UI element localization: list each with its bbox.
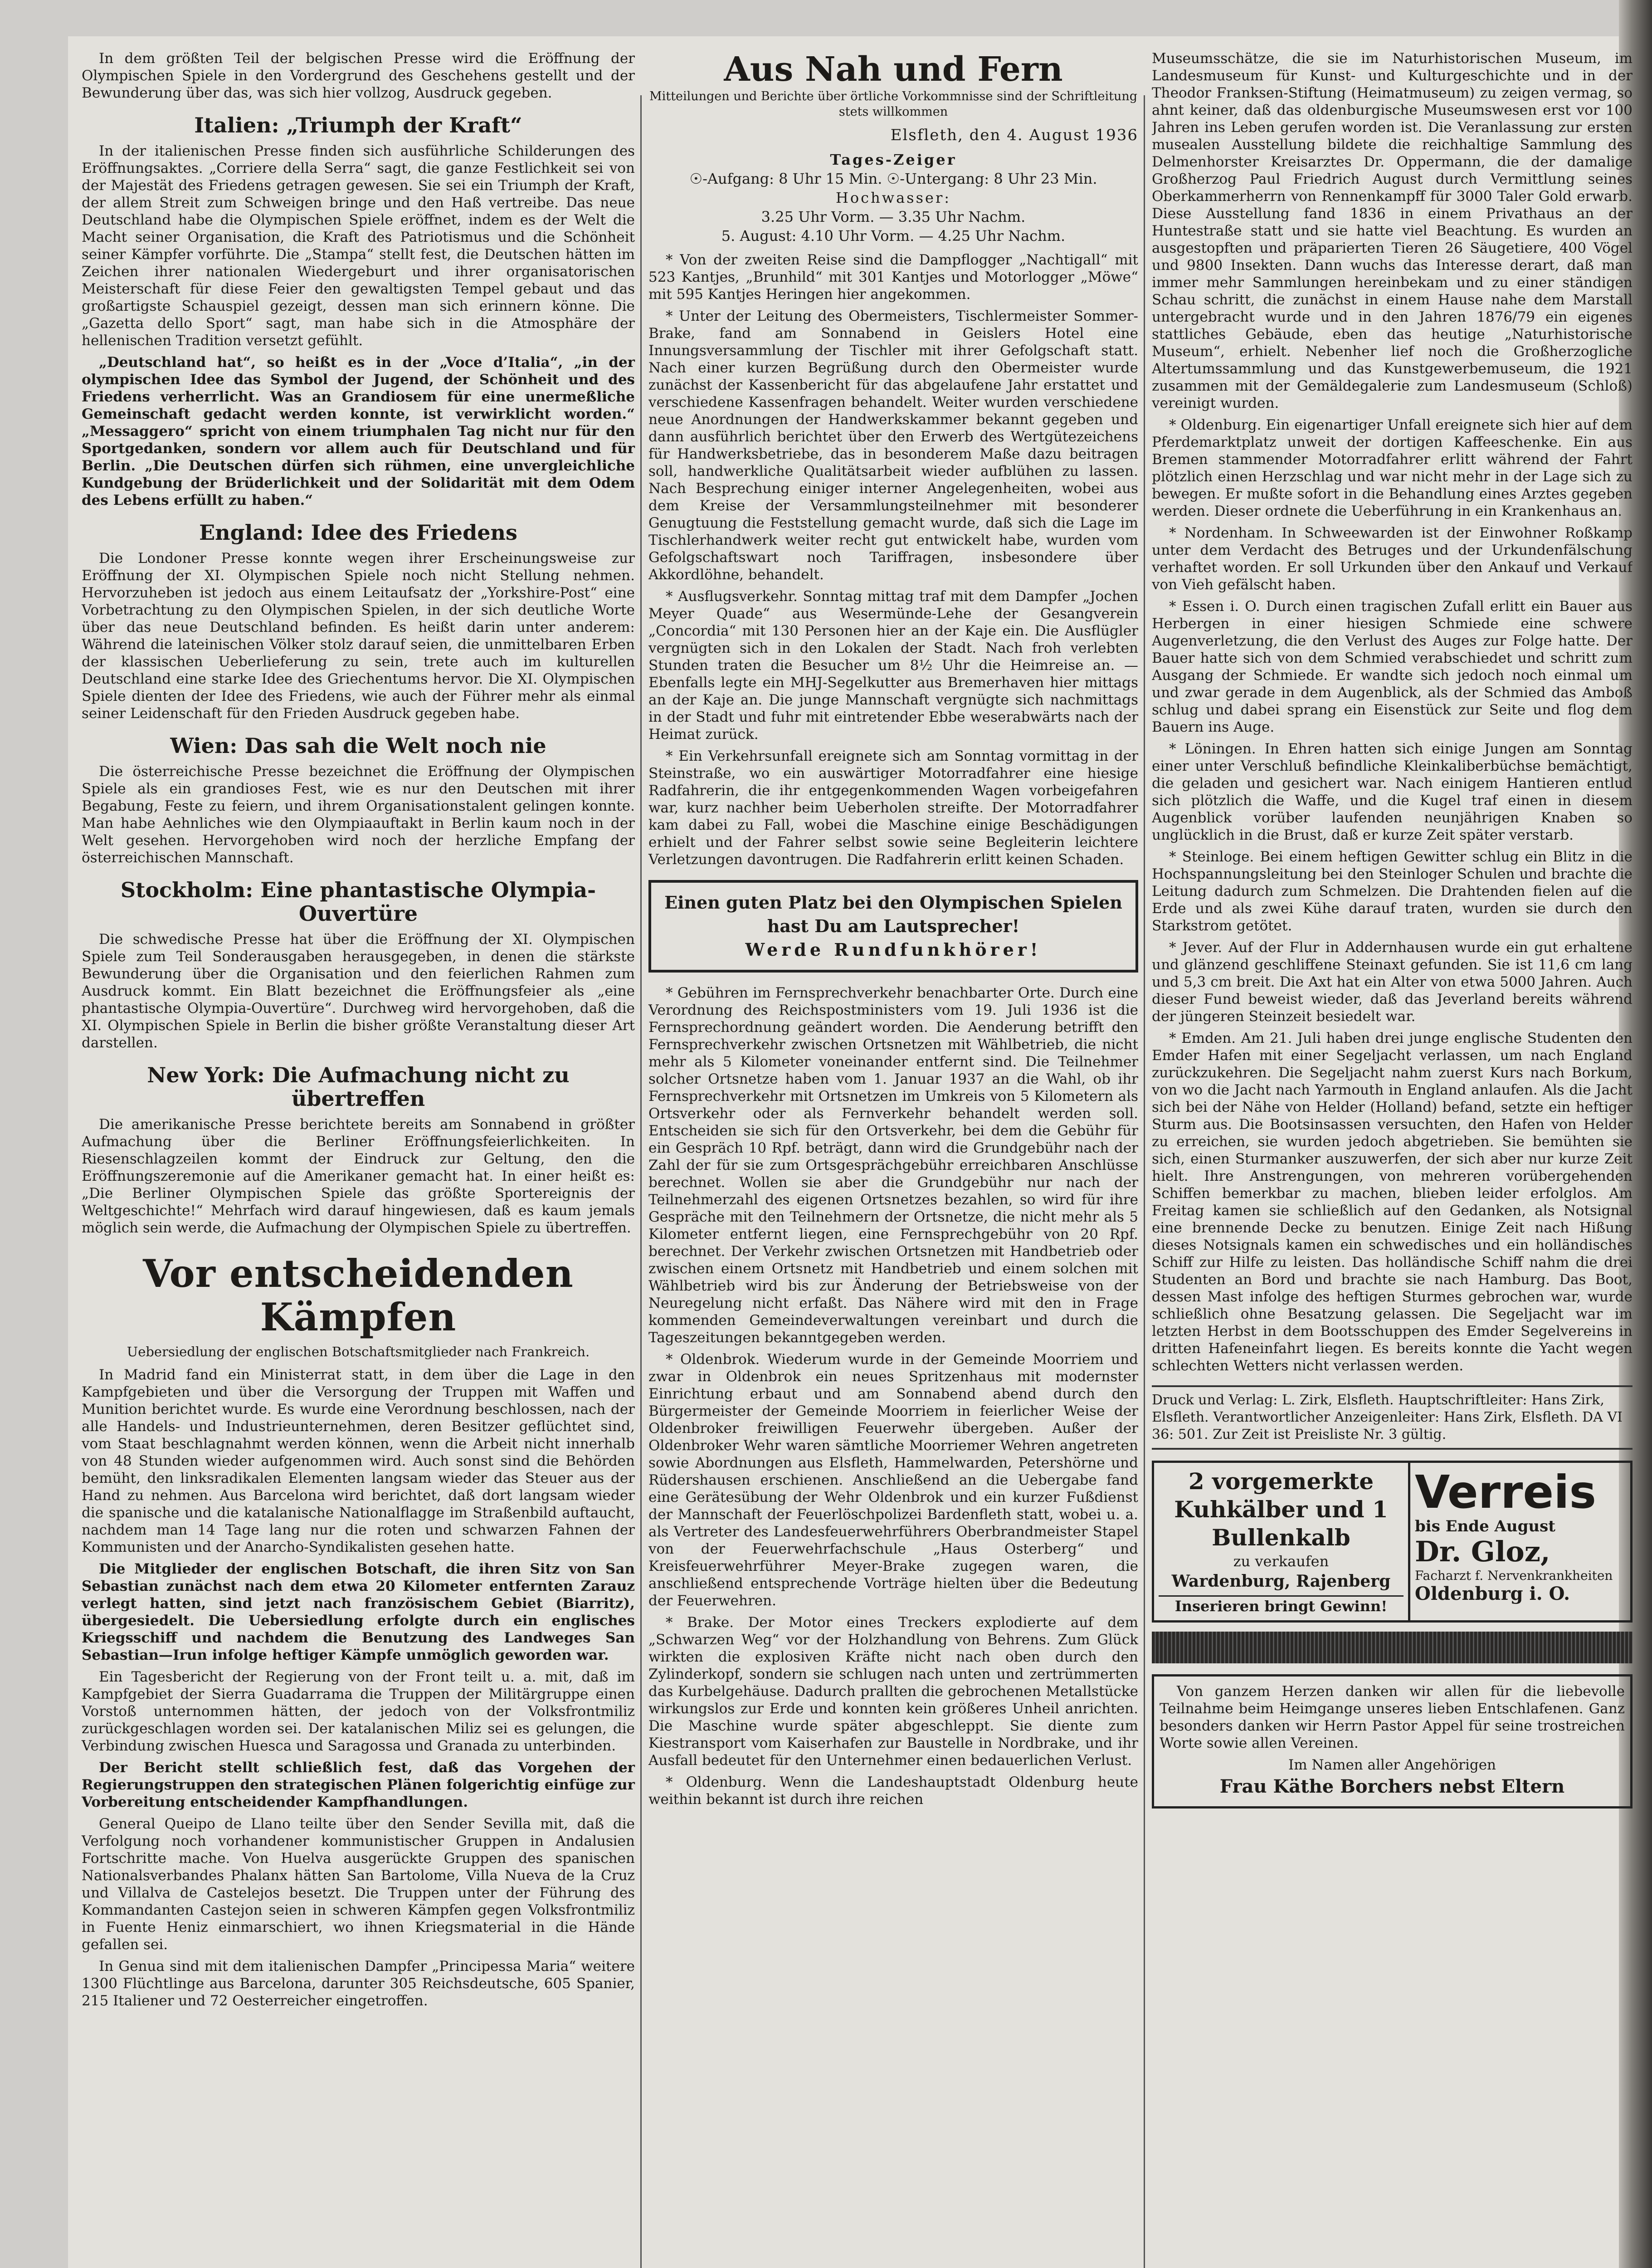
article-paragraph: In der italienischen Presse finden sich ausführliche Schilderungen des Eröffnungsaktes. „Corriere della Serra“ sagt, die ganze Festlichkeit sei von der Majestät des Friedens getragen gewesen. Sie sei ein Triumph der Kraft, der allem Streit zum Schweigen bringe und den Haß vertreibe. Das neue Deutschland habe die Olympischen Spiele eröffnet, indem es der Welt die Macht seiner Organisation, die Kraft des Patriotismus und die Schönheit seiner Kämpfer vorführte. Die „Stampa“ stellt fest, die Deutschen hätten im Zeichen ihrer nationalen Wiedergeburt und ihrer organisatorischen Meisterschaft für diese Feier den gewaltigsten Tempel gebaut und das großartigste Schauspiel gezeigt, dessen man sich erinnern könne. Die „Gazetta dello Sport“ sagt, man habe sich in die Atmosphäre der hellenischen Tradition versetzt gefühlt. — [82, 143, 635, 349]
radio-advert-text: Einen guten Platz bei den Olympischen Spielen hast Du am Lautsprecher! — [664, 892, 1122, 936]
news-item: * Ausflugsverkehr. Sonntag mittag traf mit dem Dampfer „Jochen Meyer Quade“ aus Wesermünde-Lehe der Gesangverein „Concordia“ mit 130 Personen hier an der Kaje ein. Die Ausflügler vergnügten sich in den Lokalen der Stadt. Nach froh verlebten Stunden traten die Besucher um 8½ Uhr die Heimreise an. — Ebenfalls legte ein MHJ-Segelkutter aus Bremerhaven hier mittags an der Kaje an. Die junge Mannschaft vergnügte sich nachmittags in der Stadt und fuhr mit eintretender Ebbe weserabwärts nach der Heimat zurück. — [648, 588, 1138, 743]
news-item: * Emden. Am 21. Juli haben drei junge englische Studenten den Emder Hafen mit einer Segeljacht verlassen, um nach England zurückzukehren. Die Segeljacht nahm zuerst Kurs nach Borkum, von wo die Jacht nach Yarmouth in England anlaufen. Als die Jacht sich bei der Nähe von Helder (Holland) befand, setzte ein heftiger Sturm aus. Die Bootsinsassen versuchten, den Hafen von Helder zu erreichen, sie wurden jedoch abgetrieben. Sie bemühten sie sich, einen Sturmanker auszuwerfen, der sich aber nur kurze Zeit hielt. Ihre Anstrengungen, von mehreren vorübergehenden Schiffen bemerkbar zu machen, blieben leider erfolglos. Am Freitag kamen sie schließlich auf den Gedanken, als Notsignal eine brennende Decke zu benutzen. Einige Zeit nach Hißung dieses Notsignals kamen ein schwedisches und ein holländisches Schiff zur Hilfe zu leisten. Das holländische Schiff nahm die drei Studenten an Bord und brachte sie nach Hamburg. Das Boot, dessen Mast infolge des heftigen Sturmes gebrochen war, wurde schließlich ohne Besatzung gelassen. Die Segeljacht war im letzten Herbst in dem Bootsschuppen des Emder Segelvereins in dritten Hafeneinfahrt liegen. Es bereits konnte die Yacht wegen schlechten Wetters nicht verlassen werden. — [1152, 1030, 1633, 1374]
ad-text: zu verkaufen — [1233, 1553, 1329, 1570]
black-border-bar — [1152, 1632, 1633, 1663]
heading-wien: Wien: Das sah die Welt noch nie — [170, 733, 546, 758]
article-paragraph: Der Bericht stellt schließlich fest, daß das Vorgehen der Regierungstruppen den strategischen Plänen folgerichtig einfüge zur Vorbereitung entscheidender Kampfhandlungen. — [82, 1760, 635, 1810]
heading-stockholm: Stockholm: Eine phantastische Olympia-Ouvertüre — [120, 878, 596, 926]
article-paragraph: „Deutschland hat“, so heißt es in der „Voce d’Italia“, „in der olympischen Idee das Symbol der Jugend, der Schönheit und des Friedens verherrlicht. Was an Grandiosem für eine unermeßliche Gemeinschaft gedacht werden konnte, ist verwirklicht worden.“ „Messaggero“ spricht von einem triumphalen Tag nicht nur für den Sportgedanken, sondern vor allem auch für Deutschland und für Berlin. „Die Deutschen dürfen sich rühmen, eine unvergleichliche Kundgebung der Brüderlichkeit und der Solidarität mit dem Odem des Lebens erfüllt zu haben.“ — [82, 354, 635, 508]
news-item: * Steinloge. Bei einem heftigen Gewitter schlug ein Blitz in die Hochspannungsleitung bei den Steinloger Schulen und brachte die Leitung dadurch zum Schmelzen. Die Drahtenden fielen auf die Erde und als zwei Kühe darauf traten, wurden sie durch den Starkstrom getötet. — [1152, 849, 1633, 934]
calf-sale-ad — [1154, 1463, 1410, 1620]
column-world-press — [82, 50, 635, 2014]
article-paragraph: In Genua sind mit dem italienischen Dampfer „Principessa Maria“ weitere 1300 Flüchtlinge aus Barcelona, darunter 305 Reichsdeutsche, 605 Spanier, 215 Italiener und 72 Oesterreicher eingetroffen. — [82, 1958, 635, 2009]
article-paragraph: Die österreichische Presse bezeichnet die Eröffnung der Olympischen Spiele als ein grandioses Fest, wie es nur den Deutschen mit ihrer Begabung, Feste zu feiern, und ihrem Organisationstalent gelingen konnte. Man habe Aehnliches wie den Olympiaauftakt in Berlin kaum noch in der Welt gesehen. Hervorgehoben wird noch der herzliche Empfang der österreichischen Mannschaft. — [82, 763, 635, 866]
sun-times: ☉-Aufgang: 8 Uhr 15 Min. ☉-Untergang: 8 Uhr 23 Min. — [689, 170, 1097, 187]
subheadline: Uebersiedlung der englischen Botschaftsmitglieder nach Frankreich. — [127, 1344, 590, 1359]
ad-name: Dr. Gloz, — [1415, 1535, 1550, 1568]
ad-location: Oldenburg i. O. — [1415, 1583, 1570, 1604]
news-item: Museumsschätze, die sie im Naturhistorischen Museum, im Landesmuseum für Kunst- und Kulturgeschichte und in der Theodor Franksen-Stiftung (Heimatmuseum) zu zeigen vermag, so ahnt keiner, daß das oldenburgische Museumswesen erst vor 100 Jahren ins Leben gerufen worden ist. Die Veranlassung zur ersten musealen Ausstellung bildete die reichhaltige Sammlung des Delmenhorster Kreisarztes Dr. Oppermann, die der damalige Großherzog Paul Friedrich August durch Vermittlung seines Oberkammerherrn von Rennenkampff für 3000 Taler Gold erwarb. Diese Ausstellung fand 1836 in einem Privathaus an der Huntestraße statt und sie hatte viel Beachtung. Es wurden an ausgestopften und präparierten Tieren 26 Säugetiere, 400 Vögel und 9800 Insekten. Dann wuchs das Interesse derart, daß man immer mehr Sammlungen hereinbekam und zu einer ständigen Schau schritt, die zunächst in einem Hause nahe dem Marstall untergebracht wurde und in den Jahren 1876/79 ein eigenes stattliches Gebäude, eben das heutige „Naturhistorische Museum“, erhielt. Nebenher lief noch die Großherzogliche Altertumssammlung und das Kunstgewerbemuseum, die 1921 zusammen mit der Gemäldegalerie zum Landesmuseum (Schloß) vereinigt wurden. — [1152, 50, 1633, 411]
column-local-news — [648, 50, 1138, 1813]
high-water-title: Hochwasser: — [835, 189, 951, 206]
ad-slogan: Inserieren bringt Gewinn! — [1159, 1595, 1403, 1616]
intro-paragraph: In dem größten Teil der belgischen Presse wird die Eröffnung der Olympischen Spiele in den Vordergrund des Geschehens gestellt und der Bewunderung über das, was sich hier vollzog, Ausdruck gegeben. — [82, 50, 635, 101]
thanks-text: Von ganzem Herzen danken wir allen für die liebevolle Teilnahme beim Heimgange unseres lieben Entschlafenen. Ganz besonders danken wir Herrn Pastor Appel für seine trostreichen Worte sowie allen Vereinen. — [1160, 1683, 1625, 1751]
section-title: Aus Nah und Fern — [724, 50, 1063, 89]
ad-text: bis Ende August — [1415, 1517, 1555, 1535]
article-paragraph: Die schwedische Presse hat über die Eröffnung der XI. Olympischen Spiele zum Teil Sonderausgaben herausgegeben, in denen die stärkste Bewunderung über die Organisation und den feierlichen Rahmen zum Ausdruck kommt. Ein Blatt bezeichnet die Eröffnungsfeier als „eine phantastische Olympia-Ouvertüre“. Durchweg wird hervorgehoben, daß die XI. Olympischen Spiele in Berlin die bisher größte Veranstaltung dieser Art darstellen. — [82, 931, 635, 1051]
ad-headline: Verreis — [1415, 1466, 1596, 1519]
ad-specialty: Facharzt f. Nervenkrankheiten — [1415, 1568, 1613, 1583]
column-rule — [1144, 95, 1145, 2268]
section-subtitle: Mitteilungen und Berichte über örtliche Vorkommnisse sind der Schriftleitung stets willkommen — [649, 89, 1138, 119]
news-item: * Von der zweiten Reise sind die Dampflogger „Nachtigall“ mit 523 Kantjes, „Brunhild“ mit 301 Kantjes und Motorlogger „Möwe“ mit 595 Kantjes Heringen hier angekommen. — [648, 252, 1138, 303]
high-water-today: 3.25 Uhr Vorm. — 3.35 Uhr Nachm. — [761, 208, 1026, 225]
heading-england: England: Idee des Friedens — [199, 520, 517, 545]
news-item: * Gebühren im Fernsprechverkehr benachbarter Orte. Durch eine Verordnung des Reichspostministers vom 19. Juli 1936 ist die Fernsprechordnung geändert worden. Die Aenderung betrifft den Fernsprechverkehr zwischen Ortsnetzen mit Wählbetrieb, die nicht mehr als 5 Kilometer voneinander entfernt sind. Die Teilnehmer solcher Ortsnetze haben vom 1. Januar 1937 an die Wahl, ob ihr Fernsprechverkehr mit Ortsnetzen im Umkreis von 5 Kilometern als Ortsverkehr oder als Fernverkehr behandelt werden soll. Entscheiden sie sich für den Ortsverkehr, bei dem die Gebühr für ein Gespräch 10 Rpf. beträgt, dann wird die Grundgebühr nach der Zahl der für sie zum Ortsgesprächgebühr erreichbaren Anschlüsse berechnet. Wollen sie aber die Grundgebühr nur nach der Teilnehmerzahl des eigenen Ortsnetzes bezahlen, so wird für ihre Gespräche mit den Teilnehmern der Ortsnetze, die nicht mehr als 5 Kilometer entfernt liegen, eine Fernsprechgebühr von 20 Rpf. berechnet. Der Verkehr zwischen Ortsnetzen mit Handbetrieb oder zwischen einem Ortsnetz mit Handbetrieb und einem solchen mit Wählbetrieb wird bis zur Änderung der Betriebsweise von der Neuregelung nicht erfaßt. Das Nähere wird mit den in Frage kommenden Gemeindeverwaltungen vereinbart und durch die Tageszeitungen bekanntgegeben werden. — [648, 985, 1138, 1346]
news-item: * Oldenburg. Ein eigenartiger Unfall ereignete sich hier auf dem Pferdemarktplatz unweit der dortigen Kaffeeschenke. Ein aus Bremen stammender Motorradfahrer erlitt während der Fahrt plötzlich einen Herzschlag und war nicht mehr in der Lage sich zu bewegen. Er mußte sofort in die Behandlung eines Arztes gegeben werden. Dieser ordnete die Ueberführung in ein Krankenhaus an. — [1152, 417, 1633, 519]
news-item: * Brake. Der Motor eines Treckers explodierte auf dem „Schwarzen Weg“ vor der Holzhandlung von Behrens. Zum Glück wirkten die explosiven Kräfte nicht nach oben durch den Zylinderkopf, sondern sie schlugen nach unten und zertrümmerten das Kurbelgehäuse. Dadurch prallten die gebrochenen Metallstücke wirkungslos zur Erde und konnten kein größeres Unheil anrichten. Die Maschine wurde später abgeschleppt. Sie diente zum Kiestransport vom Kaiserhafen zur Baustelle in Nordbrake, und ihr Ausfall bedeutet für den Unternehmer einen bedauerlichen Verlust. — [648, 1614, 1138, 1769]
heading-new-york: New York: Die Aufmachung nicht zu übertreffen — [147, 1063, 570, 1111]
thanks-family: Im Namen aller Angehörigen — [1288, 1757, 1496, 1773]
article-paragraph: Die Mitglieder der englischen Botschaft, die ihren Sitz von San Sebastian zunächst nach dem etwa 20 Kilometer entfernten Zarauz verlegt hatten, sind jetzt nach französischem Gebiet (Biarritz), übergesiedelt. Die Uebersiedlung erfolgte durch ein englisches Kriegsschiff und nachdem die Benutzung des Landweges San Sebastian—Irun infolge heftiger Kämpfe unmöglich geworden war. — [82, 1561, 635, 1663]
classified-ads — [1152, 1461, 1633, 1623]
tages-zeiger-title: Tages-Zeiger — [830, 151, 957, 168]
thanks-signature: Frau Käthe Borchers nebst Eltern — [1219, 1776, 1565, 1797]
column-rule — [640, 95, 642, 2268]
article-paragraph: In Madrid fand ein Ministerrat statt, in dem über die Lage in den Kampfgebieten und über die Versorgung der Truppen mit Waffen und Munition berichtet wurde. Es wurde eine Verordnung beschlossen, nach der alle Handels- und Industrieunternehmen, deren Besitzer geflüchtet sind, vom Staat beschlagnahmt werden können, wenn die Arbeit nicht innerhalb von 48 Stunden wieder aufgenommen wird. Auch sonst sind die Behörden bemüht, den linksradikalen Elementen langsam wieder das Steuer aus der Hand zu nehmen. Aus Barcelona wird berichtet, daß dort langsam wieder die spanische und die katalanische Nationalflagge im Straßenbild auftaucht, nachdem man 14 Tage lang nur die roten und schwarzen Fahnen der Kommunisten und der Anarcho-Syndikalisten gesehen hatte. — [82, 1367, 635, 1555]
radio-advert-box — [648, 880, 1138, 973]
imprint: Druck und Verlag: L. Zirk, Elsfleth. Hauptschriftleiter: Hans Zirk, Elsfleth. Verantwortlicher Anzeigenleiter: Hans Zirk, Elsfleth. DA VI 36: 501. Zur Zeit ist Preisliste Nr. 3 gültig. — [1152, 1385, 1633, 1450]
ad-headline: 2 vorgemerkte Kuhkälber und 1 Bullenkalb — [1174, 1468, 1388, 1551]
article-paragraph: Die amerikanische Presse berichtete bereits am Sonnabend in größter Aufmachung über die Berliner Eröffnungsfeierlichkeiten. In Riesenschlagzeilen kommt der Eindruck zur Geltung, den die Eröffnungszeremonie auf die Amerikaner gemacht hat. In einer heißt es: „Die Berliner Olympischen Spiele das größte Sportereignis der Weltgeschichte!“ Mehrfach wird darauf hingewiesen, daß es kaum jemals möglich sein werde, die Aufmachung der Olympischen Spiele zu übertreffen. — [82, 1116, 635, 1236]
thanks-notice — [1152, 1674, 1633, 1809]
news-item: * Essen i. O. Durch einen tragischen Zufall erlitt ein Bauer aus Herbergen in einer hiesigen Schmiede eine schwere Augenverletzung, die den Verlust des Auges zur Folge hatte. Der Bauer hatte sich von dem Schmied verabschiedet und schritt zum Ausgang der Schmiede. Er wandte sich jedoch noch einmal um und zwar gerade in dem Augenblick, als der Schmied das Amboß schlug und dabei sprang ein Eisenstück zur Seite und flog dem Bauern ins Auge. — [1152, 598, 1633, 735]
ad-location: Wardenburg, Rajenberg — [1171, 1572, 1391, 1591]
article-paragraph: General Queipo de Llano teilte über den Sender Sevilla mit, daß die Verfolgung noch vorhandener kommunistischer Gruppen in Andalusien Fortschritte mache. Von Huelva ausgerückte Gruppen des spanischen Nationalsverbandes Phalanx hätten San Bartolome, Villa Nueva de la Cruz und Villalva de Castelejos besetzt. Die Truppen unter der Führung des Kommandanten Castejon seien in schweren Kämpfen gegen Volksfrontmiliz in Fuente Heniz einmarschiert, wo ihnen Kriegsmaterial in die Hände gefallen sei. — [82, 1816, 635, 1953]
article-paragraph: Ein Tagesbericht der Regierung von der Front teilt u. a. mit, daß im Kampfgebiet der Sierra Guadarrama die Truppen der Militärgruppe einen Vorstoß unternommen hätten, der jedoch von der Volksfrontmiliz zurückgeschlagen worden sei. Der katalanischen Miliz sei es gelungen, die Verbindung zwischen Huesca und Saragossa und Granada zu unterbinden. — [82, 1669, 635, 1754]
news-item: * Oldenbrok. Wiederum wurde in der Gemeinde Moorriem und zwar in Oldenbrok ein neues Spritzenhaus mit modernster Einrichtung erbaut und am Sonnabend abend durch den Bürgermeister der Gemeinde Moorriem in feierlicher Weise der Oldenbroker freiwilligen Feuerwehr übergeben. Außer der Oldenbroker Wehr waren sämtliche Moorriemer Wehren angetreten sowie Abordnungen aus Elsfleth, Hammelwarden, Petershörne und Rüdershausen erschienen. Anschließend an die Uebergabe fand eine Gerätesübung der Wehr Oldenbrok und ein kurzer Fußdienst der Mannschaft der Feuerlöschpolizei Bardenfleth statt, wobei u. a. als Vertreter des Landesfeuerwehrführers Oberbrandmeister Stapel von der Feuerwehrfachschule „Haus Osterberg“ und Kreisfeuerwehrführer Meyer-Brake zugegen waren, die anschließend entsprechende Vorträge hielten über die Bedeutung der Feuerwehren. — [648, 1351, 1138, 1609]
news-item: * Ein Verkehrsunfall ereignete sich am Sonntag vormittag in der Steinstraße, wo ein auswärtiger Motorradfahrer eine hiesige Radfahrerin, die ihr entgegenkommenden Wagen vorbeigefahren war, kurz nachher beim Ueberholen streifte. Der Motorradfahrer kam dabei zu Fall, wobei die Maschine einige Beschädigungen erhielt und der Fahrer selbst sowie seine Begleiterin leichtere Verletzungen davontrugen. Die Radfahrerin erlitt keinen Schaden. — [648, 748, 1138, 868]
news-item: * Nordenham. In Schweewarden ist der Einwohner Roßkamp unter dem Verdacht des Betruges und der Urkundenfälschung verhaftet worden. Er soll Urkunden über den Ankauf und Verkauf von Vieh gefälscht haben. — [1152, 525, 1633, 593]
dateline: Elsfleth, den 4. August 1936 — [890, 126, 1138, 144]
news-item: * Löningen. In Ehren hatten sich einige Jungen am Sonntag einer unter Verschluß befindliche Kleinkaliberbüchse bemächtigt, die geladen und gesichert war. Nach einigem Hantieren entlud sich plötzlich die Waffe, und die Kugel traf einen in diesem Augenblick vorüber laufenden neunjährigen Knaben so unglücklich in die Brust, daß er kurze Zeit später verstarb. — [1152, 741, 1633, 843]
news-item: * Jever. Auf der Flur in Addernhausen wurde ein gut erhaltene und glänzend geschliffene Steinaxt gefunden. Sie ist 11,6 cm lang und 5,3 cm breit. Die Axt hat ein Alter von etwa 5000 Jahren. Auch dieser Fund beweist wieder, daß das Jeverland bereits während der jüngeren Steinzeit besiedelt war. — [1152, 939, 1633, 1025]
news-item: * Oldenburg. Wenn die Landeshauptstadt Oldenburg heute weithin bekannt ist durch ihre reichen — [648, 1774, 1138, 1808]
headline-kaempfe: Vor entscheidenden Kämpfen — [143, 1251, 574, 1339]
doctor-ad — [1410, 1463, 1630, 1620]
news-item: * Unter der Leitung des Obermeisters, Tischlermeister Sommer-Brake, fand am Sonnabend in Geislers Hotel eine Innungsversammlung der Tischler mit ihrer Gefolgschaft statt. Nach einer kurzen Begrüßung durch den Obermeister wurde zunächst der Kassenbericht für das abgelaufene Jahr erstattet und verschiedene Kassenfragen behandelt. Weiter wurden verschiedene neue Anordnungen der Handwerkskammer bekannt gegeben und dann ausführlich berichtet über den Erwerb des Wertgütezeichens für Handwerksbetriebe, das in besonderem Maße dazu beitragen soll, handwerkliche Qualitätsarbeit wieder aufblühen zu lassen. Nach Besprechung einiger interner Angelegenheiten, wobei aus dem Kreise der Versammlungsteilnehmer mit besonderer Genugtuung die Feststellung gemacht wurde, daß sich die Lage im Tischlerhandwerk weiter recht gut entwickelt habe, wurden vom Gefolgschaftswart noch Tariffragen, insbesondere über Akkordlöhne, behandelt. — [648, 308, 1138, 583]
article-paragraph: Die Londoner Presse konnte wegen ihrer Erscheinungsweise zur Eröffnung der XI. Olympischen Spiele noch nicht Stellung nehmen. Hervorzuheben ist jedoch aus einem Leitaufsatz der „Yorkshire-Post“ eine Vorbetrachtung zu den Olympischen Spielen, in der sich deutliche Worte über das neue Deutschland befinden. Es heißt darin unter anderem: Während die lateinischen Völker stolz darauf seien, die unmittelbaren Erben der klassischen Ueberlieferung zu sein, trete auch im kulturellen Deutschland eine starke Idee des Griechentums hervor. Die XI. Olympischen Spiele dienten der Idee des Friedens, wie auch der Führer mehr als einmal seiner Leidenschaft für den Frieden Ausdruck gegeben habe. — [82, 550, 635, 722]
column-regional — [1152, 50, 1633, 2268]
radio-advert-slogan: Werde Rundfunkhörer! — [745, 939, 1042, 960]
high-water-tomorrow: 5. August: 4.10 Uhr Vorm. — 4.25 Uhr Nachm. — [721, 227, 1066, 244]
heading-italien: Italien: „Triumph der Kraft“ — [194, 113, 522, 137]
